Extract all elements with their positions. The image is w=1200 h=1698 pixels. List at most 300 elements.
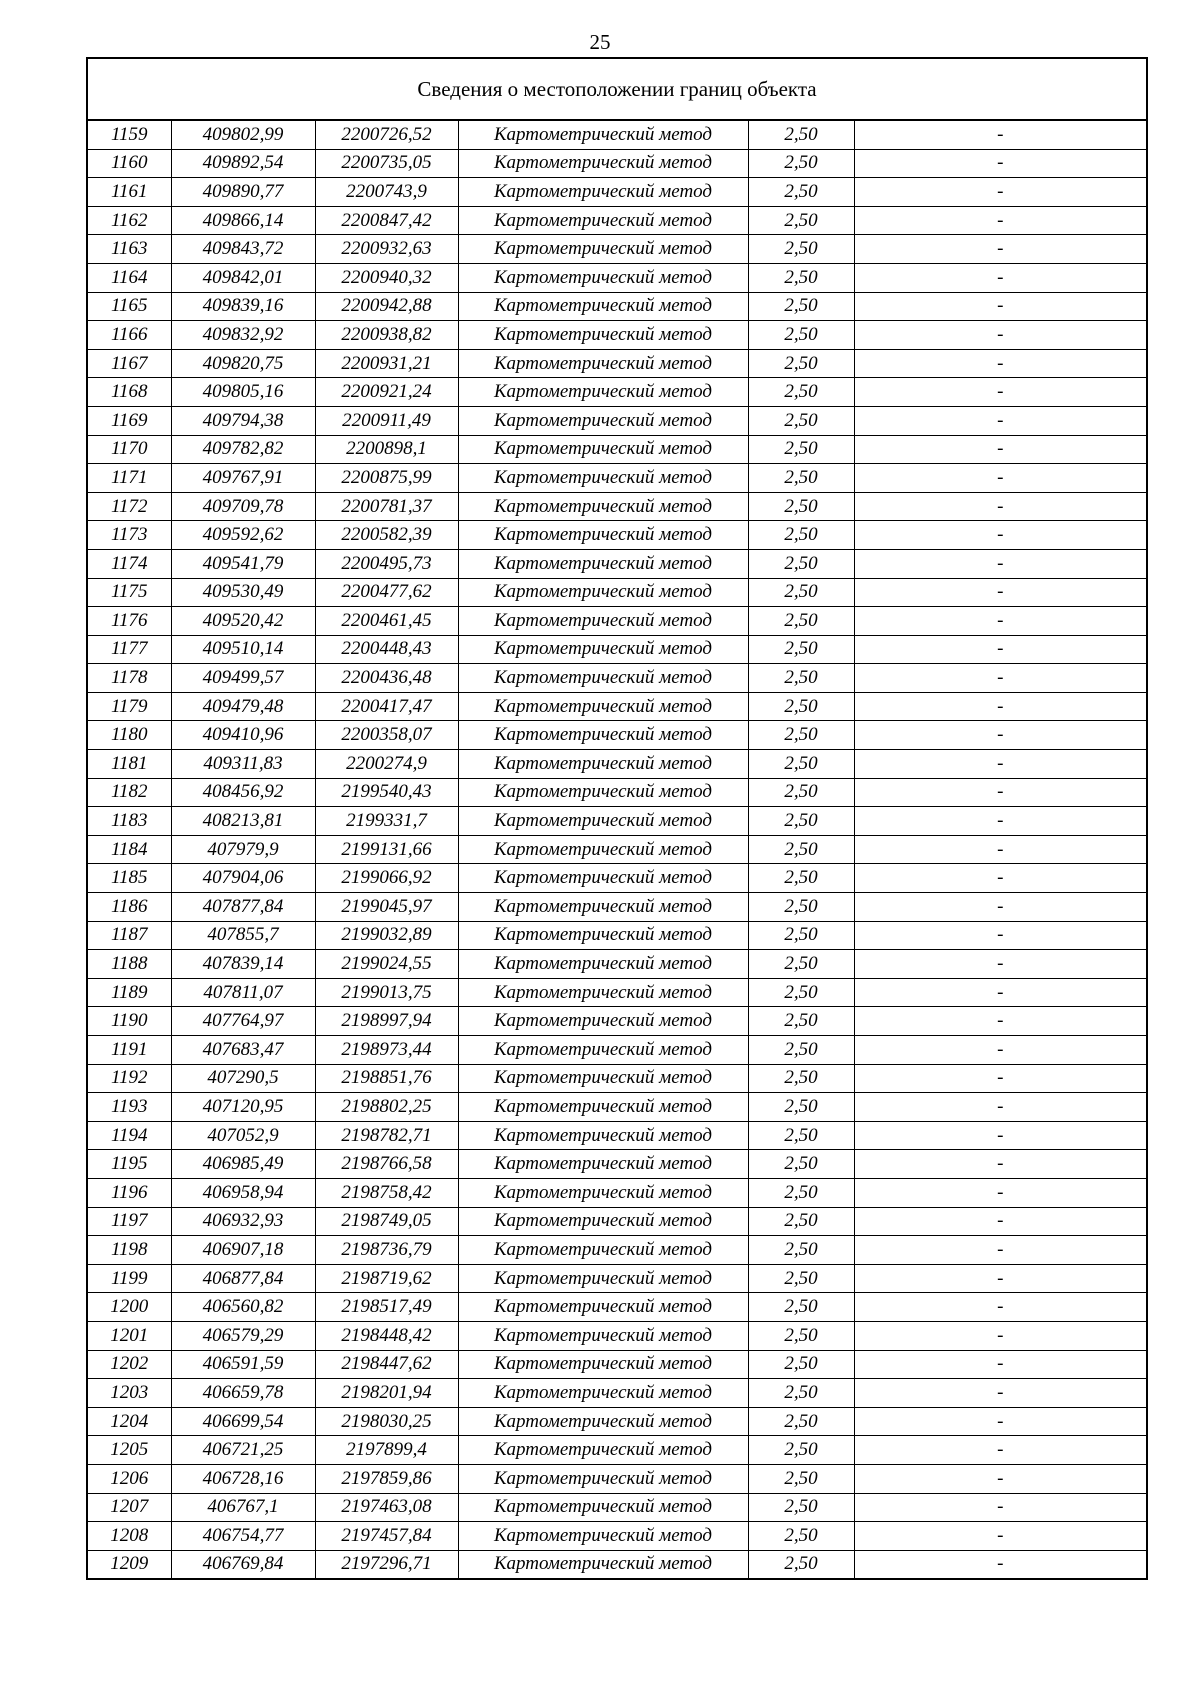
x-coordinate-cell: 407904,06: [171, 864, 315, 893]
x-coordinate-cell: 406932,93: [171, 1207, 315, 1236]
point-number-cell: 1180: [87, 721, 171, 750]
x-coordinate-cell: 407052,9: [171, 1121, 315, 1150]
y-coordinate-cell: 2200781,37: [315, 492, 458, 521]
method-cell: Картометрический метод: [458, 1121, 748, 1150]
description-cell: -: [854, 692, 1147, 721]
x-coordinate-cell: 406958,94: [171, 1178, 315, 1207]
x-coordinate-cell: 409842,01: [171, 263, 315, 292]
method-cell: Картометрический метод: [458, 321, 748, 350]
table-row: [87, 578, 1147, 607]
y-coordinate-cell: 2199331,7: [315, 807, 458, 836]
y-coordinate-cell: 2200495,73: [315, 549, 458, 578]
method-cell: Картометрический метод: [458, 750, 748, 779]
description-cell: -: [854, 1264, 1147, 1293]
description-cell: -: [854, 1350, 1147, 1379]
table-row: [87, 721, 1147, 750]
method-cell: Картометрический метод: [458, 721, 748, 750]
table-title-row: [87, 58, 1147, 120]
method-cell: Картометрический метод: [458, 549, 748, 578]
point-number-cell: 1207: [87, 1493, 171, 1522]
y-coordinate-cell: 2200898,1: [315, 435, 458, 464]
x-coordinate-cell: 406907,18: [171, 1236, 315, 1265]
point-number-cell: 1164: [87, 263, 171, 292]
point-number-cell: 1194: [87, 1121, 171, 1150]
description-cell: -: [854, 1178, 1147, 1207]
y-coordinate-cell: 2200938,82: [315, 321, 458, 350]
y-coordinate-cell: 2198201,94: [315, 1379, 458, 1408]
method-cell: Картометрический метод: [458, 378, 748, 407]
description-cell: -: [854, 1522, 1147, 1551]
description-cell: -: [854, 406, 1147, 435]
method-cell: Картометрический метод: [458, 120, 748, 149]
y-coordinate-cell: 2200582,39: [315, 521, 458, 550]
description-cell: -: [854, 263, 1147, 292]
accuracy-cell: 2,50: [748, 692, 854, 721]
accuracy-cell: 2,50: [748, 549, 854, 578]
accuracy-cell: 2,50: [748, 263, 854, 292]
accuracy-cell: 2,50: [748, 721, 854, 750]
x-coordinate-cell: 409782,82: [171, 435, 315, 464]
table-row: [87, 664, 1147, 693]
x-coordinate-cell: 407855,7: [171, 921, 315, 950]
table-row: [87, 1321, 1147, 1350]
boundary-coordinates-table: [86, 57, 1148, 1580]
x-coordinate-cell: 409802,99: [171, 120, 315, 149]
method-cell: Картометрический метод: [458, 1522, 748, 1551]
y-coordinate-cell: 2198447,62: [315, 1350, 458, 1379]
table-row: [87, 950, 1147, 979]
boundary-table-container: [86, 57, 1146, 1580]
accuracy-cell: 2,50: [748, 1264, 854, 1293]
x-coordinate-cell: 407839,14: [171, 950, 315, 979]
method-cell: Картометрический метод: [458, 1093, 748, 1122]
accuracy-cell: 2,50: [748, 206, 854, 235]
method-cell: Картометрический метод: [458, 978, 748, 1007]
method-cell: Картометрический метод: [458, 492, 748, 521]
table-row: [87, 1493, 1147, 1522]
x-coordinate-cell: 406754,77: [171, 1522, 315, 1551]
accuracy-cell: 2,50: [748, 607, 854, 636]
point-number-cell: 1170: [87, 435, 171, 464]
point-number-cell: 1188: [87, 950, 171, 979]
x-coordinate-cell: 409767,91: [171, 464, 315, 493]
method-cell: Картометрический метод: [458, 1036, 748, 1065]
accuracy-cell: 2,50: [748, 921, 854, 950]
table-row: [87, 1178, 1147, 1207]
description-cell: -: [854, 435, 1147, 464]
point-number-cell: 1174: [87, 549, 171, 578]
y-coordinate-cell: 2200358,07: [315, 721, 458, 750]
method-cell: Картометрический метод: [458, 1550, 748, 1579]
accuracy-cell: 2,50: [748, 149, 854, 178]
x-coordinate-cell: 407120,95: [171, 1093, 315, 1122]
accuracy-cell: 2,50: [748, 1093, 854, 1122]
table-row: [87, 807, 1147, 836]
description-cell: -: [854, 778, 1147, 807]
x-coordinate-cell: 407683,47: [171, 1036, 315, 1065]
description-cell: -: [854, 120, 1147, 149]
method-cell: Картометрический метод: [458, 149, 748, 178]
accuracy-cell: 2,50: [748, 1350, 854, 1379]
point-number-cell: 1201: [87, 1321, 171, 1350]
point-number-cell: 1208: [87, 1522, 171, 1551]
x-coordinate-cell: 409541,79: [171, 549, 315, 578]
method-cell: Картометрический метод: [458, 950, 748, 979]
point-number-cell: 1171: [87, 464, 171, 493]
accuracy-cell: 2,50: [748, 1121, 854, 1150]
accuracy-cell: 2,50: [748, 406, 854, 435]
accuracy-cell: 2,50: [748, 378, 854, 407]
accuracy-cell: 2,50: [748, 1407, 854, 1436]
accuracy-cell: 2,50: [748, 1436, 854, 1465]
description-cell: -: [854, 206, 1147, 235]
accuracy-cell: 2,50: [748, 292, 854, 321]
y-coordinate-cell: 2200911,49: [315, 406, 458, 435]
point-number-cell: 1193: [87, 1093, 171, 1122]
y-coordinate-cell: 2200436,48: [315, 664, 458, 693]
table-row: [87, 1064, 1147, 1093]
accuracy-cell: 2,50: [748, 1207, 854, 1236]
method-cell: Картометрический метод: [458, 921, 748, 950]
description-cell: -: [854, 492, 1147, 521]
y-coordinate-cell: 2199066,92: [315, 864, 458, 893]
x-coordinate-cell: 409311,83: [171, 750, 315, 779]
x-coordinate-cell: 406769,84: [171, 1550, 315, 1579]
x-coordinate-cell: 406579,29: [171, 1321, 315, 1350]
table-row: [87, 1207, 1147, 1236]
table-row: [87, 521, 1147, 550]
x-coordinate-cell: 406659,78: [171, 1379, 315, 1408]
table-row: [87, 435, 1147, 464]
table-row: [87, 1121, 1147, 1150]
table-row: [87, 292, 1147, 321]
point-number-cell: 1162: [87, 206, 171, 235]
point-number-cell: 1181: [87, 750, 171, 779]
table-row: [87, 1407, 1147, 1436]
method-cell: Картометрический метод: [458, 178, 748, 207]
table-row: [87, 1550, 1147, 1579]
table-row: [87, 120, 1147, 149]
point-number-cell: 1199: [87, 1264, 171, 1293]
description-cell: -: [854, 349, 1147, 378]
method-cell: Картометрический метод: [458, 1493, 748, 1522]
table-title: Сведения о местоположении границ объекта: [87, 58, 1147, 120]
y-coordinate-cell: 2200417,47: [315, 692, 458, 721]
description-cell: -: [854, 721, 1147, 750]
method-cell: Картометрический метод: [458, 893, 748, 922]
point-number-cell: 1163: [87, 235, 171, 264]
accuracy-cell: 2,50: [748, 1293, 854, 1322]
description-cell: -: [854, 1064, 1147, 1093]
point-number-cell: 1160: [87, 149, 171, 178]
accuracy-cell: 2,50: [748, 1178, 854, 1207]
y-coordinate-cell: 2198766,58: [315, 1150, 458, 1179]
point-number-cell: 1178: [87, 664, 171, 693]
x-coordinate-cell: 409892,54: [171, 149, 315, 178]
accuracy-cell: 2,50: [748, 1321, 854, 1350]
y-coordinate-cell: 2198758,42: [315, 1178, 458, 1207]
x-coordinate-cell: 409866,14: [171, 206, 315, 235]
accuracy-cell: 2,50: [748, 635, 854, 664]
x-coordinate-cell: 408456,92: [171, 778, 315, 807]
table-row: [87, 263, 1147, 292]
method-cell: Картометрический метод: [458, 1064, 748, 1093]
y-coordinate-cell: 2200940,32: [315, 263, 458, 292]
y-coordinate-cell: 2200942,88: [315, 292, 458, 321]
x-coordinate-cell: 409530,49: [171, 578, 315, 607]
y-coordinate-cell: 2200847,42: [315, 206, 458, 235]
table-row: [87, 692, 1147, 721]
description-cell: -: [854, 1321, 1147, 1350]
description-cell: -: [854, 149, 1147, 178]
accuracy-cell: 2,50: [748, 1007, 854, 1036]
accuracy-cell: 2,50: [748, 1464, 854, 1493]
method-cell: Картометрический метод: [458, 778, 748, 807]
x-coordinate-cell: 409510,14: [171, 635, 315, 664]
y-coordinate-cell: 2200735,05: [315, 149, 458, 178]
accuracy-cell: 2,50: [748, 1036, 854, 1065]
table-row: [87, 406, 1147, 435]
accuracy-cell: 2,50: [748, 1379, 854, 1408]
y-coordinate-cell: 2200932,63: [315, 235, 458, 264]
method-cell: Картометрический метод: [458, 664, 748, 693]
description-cell: -: [854, 635, 1147, 664]
point-number-cell: 1165: [87, 292, 171, 321]
x-coordinate-cell: 406591,59: [171, 1350, 315, 1379]
description-cell: -: [854, 893, 1147, 922]
description-cell: -: [854, 950, 1147, 979]
description-cell: -: [854, 1121, 1147, 1150]
description-cell: -: [854, 1036, 1147, 1065]
point-number-cell: 1177: [87, 635, 171, 664]
accuracy-cell: 2,50: [748, 321, 854, 350]
point-number-cell: 1172: [87, 492, 171, 521]
accuracy-cell: 2,50: [748, 1236, 854, 1265]
method-cell: Картометрический метод: [458, 206, 748, 235]
table-row: [87, 378, 1147, 407]
y-coordinate-cell: 2200931,21: [315, 349, 458, 378]
x-coordinate-cell: 406560,82: [171, 1293, 315, 1322]
method-cell: Картометрический метод: [458, 263, 748, 292]
point-number-cell: 1161: [87, 178, 171, 207]
table-row: [87, 835, 1147, 864]
description-cell: -: [854, 292, 1147, 321]
description-cell: -: [854, 578, 1147, 607]
description-cell: -: [854, 521, 1147, 550]
y-coordinate-cell: 2199131,66: [315, 835, 458, 864]
x-coordinate-cell: 409410,96: [171, 721, 315, 750]
y-coordinate-cell: 2197859,86: [315, 1464, 458, 1493]
description-cell: -: [854, 750, 1147, 779]
point-number-cell: 1205: [87, 1436, 171, 1465]
table-row: [87, 607, 1147, 636]
table-body: [87, 120, 1147, 1579]
method-cell: Картометрический метод: [458, 1407, 748, 1436]
method-cell: Картометрический метод: [458, 464, 748, 493]
x-coordinate-cell: 409820,75: [171, 349, 315, 378]
description-cell: -: [854, 1236, 1147, 1265]
method-cell: Картометрический метод: [458, 1350, 748, 1379]
table-row: [87, 778, 1147, 807]
point-number-cell: 1203: [87, 1379, 171, 1408]
description-cell: -: [854, 1493, 1147, 1522]
method-cell: Картометрический метод: [458, 1178, 748, 1207]
description-cell: -: [854, 1379, 1147, 1408]
table-row: [87, 978, 1147, 1007]
point-number-cell: 1189: [87, 978, 171, 1007]
x-coordinate-cell: 407290,5: [171, 1064, 315, 1093]
description-cell: -: [854, 1407, 1147, 1436]
table-row: [87, 1093, 1147, 1122]
x-coordinate-cell: 409890,77: [171, 178, 315, 207]
description-cell: -: [854, 1093, 1147, 1122]
accuracy-cell: 2,50: [748, 1550, 854, 1579]
y-coordinate-cell: 2197457,84: [315, 1522, 458, 1551]
x-coordinate-cell: 406721,25: [171, 1436, 315, 1465]
x-coordinate-cell: 406877,84: [171, 1264, 315, 1293]
x-coordinate-cell: 406767,1: [171, 1493, 315, 1522]
description-cell: -: [854, 1550, 1147, 1579]
table-row: [87, 1436, 1147, 1465]
point-number-cell: 1209: [87, 1550, 171, 1579]
description-cell: -: [854, 378, 1147, 407]
description-cell: -: [854, 235, 1147, 264]
point-number-cell: 1175: [87, 578, 171, 607]
method-cell: Картометрический метод: [458, 692, 748, 721]
table-row: [87, 1522, 1147, 1551]
x-coordinate-cell: 406728,16: [171, 1464, 315, 1493]
description-cell: -: [854, 807, 1147, 836]
point-number-cell: 1159: [87, 120, 171, 149]
table-row: [87, 1236, 1147, 1265]
table-row: [87, 349, 1147, 378]
description-cell: -: [854, 464, 1147, 493]
table-row: [87, 178, 1147, 207]
method-cell: Картометрический метод: [458, 607, 748, 636]
point-number-cell: 1185: [87, 864, 171, 893]
y-coordinate-cell: 2200448,43: [315, 635, 458, 664]
y-coordinate-cell: 2198973,44: [315, 1036, 458, 1065]
point-number-cell: 1184: [87, 835, 171, 864]
point-number-cell: 1204: [87, 1407, 171, 1436]
point-number-cell: 1198: [87, 1236, 171, 1265]
accuracy-cell: 2,50: [748, 1493, 854, 1522]
y-coordinate-cell: 2199032,89: [315, 921, 458, 950]
x-coordinate-cell: 407979,9: [171, 835, 315, 864]
y-coordinate-cell: 2199045,97: [315, 893, 458, 922]
description-cell: -: [854, 178, 1147, 207]
y-coordinate-cell: 2198719,62: [315, 1264, 458, 1293]
method-cell: Картометрический метод: [458, 1207, 748, 1236]
description-cell: -: [854, 321, 1147, 350]
y-coordinate-cell: 2200743,9: [315, 178, 458, 207]
description-cell: -: [854, 921, 1147, 950]
method-cell: Картометрический метод: [458, 835, 748, 864]
accuracy-cell: 2,50: [748, 664, 854, 693]
accuracy-cell: 2,50: [748, 778, 854, 807]
method-cell: Картометрический метод: [458, 1464, 748, 1493]
accuracy-cell: 2,50: [748, 1522, 854, 1551]
x-coordinate-cell: 407764,97: [171, 1007, 315, 1036]
y-coordinate-cell: 2198030,25: [315, 1407, 458, 1436]
method-cell: Картометрический метод: [458, 864, 748, 893]
x-coordinate-cell: 409832,92: [171, 321, 315, 350]
method-cell: Картометрический метод: [458, 1150, 748, 1179]
method-cell: Картометрический метод: [458, 521, 748, 550]
y-coordinate-cell: 2198802,25: [315, 1093, 458, 1122]
method-cell: Картометрический метод: [458, 349, 748, 378]
point-number-cell: 1191: [87, 1036, 171, 1065]
point-number-cell: 1182: [87, 778, 171, 807]
y-coordinate-cell: 2200477,62: [315, 578, 458, 607]
table-row: [87, 1264, 1147, 1293]
point-number-cell: 1166: [87, 321, 171, 350]
table-row: [87, 1293, 1147, 1322]
table-row: [87, 1007, 1147, 1036]
y-coordinate-cell: 2198851,76: [315, 1064, 458, 1093]
x-coordinate-cell: 406985,49: [171, 1150, 315, 1179]
accuracy-cell: 2,50: [748, 178, 854, 207]
point-number-cell: 1190: [87, 1007, 171, 1036]
y-coordinate-cell: 2198448,42: [315, 1321, 458, 1350]
table-row: [87, 1464, 1147, 1493]
y-coordinate-cell: 2200274,9: [315, 750, 458, 779]
point-number-cell: 1187: [87, 921, 171, 950]
description-cell: -: [854, 1464, 1147, 1493]
point-number-cell: 1183: [87, 807, 171, 836]
x-coordinate-cell: 409520,42: [171, 607, 315, 636]
point-number-cell: 1195: [87, 1150, 171, 1179]
table-row: [87, 635, 1147, 664]
method-cell: Картометрический метод: [458, 406, 748, 435]
table-row: [87, 549, 1147, 578]
accuracy-cell: 2,50: [748, 235, 854, 264]
point-number-cell: 1206: [87, 1464, 171, 1493]
x-coordinate-cell: 409479,48: [171, 692, 315, 721]
x-coordinate-cell: 408213,81: [171, 807, 315, 836]
point-number-cell: 1179: [87, 692, 171, 721]
method-cell: Картометрический метод: [458, 635, 748, 664]
table-row: [87, 321, 1147, 350]
method-cell: Картометрический метод: [458, 235, 748, 264]
description-cell: -: [854, 607, 1147, 636]
method-cell: Картометрический метод: [458, 1436, 748, 1465]
table-row: [87, 1350, 1147, 1379]
y-coordinate-cell: 2198517,49: [315, 1293, 458, 1322]
method-cell: Картометрический метод: [458, 1321, 748, 1350]
point-number-cell: 1167: [87, 349, 171, 378]
point-number-cell: 1176: [87, 607, 171, 636]
point-number-cell: 1169: [87, 406, 171, 435]
accuracy-cell: 2,50: [748, 435, 854, 464]
description-cell: -: [854, 835, 1147, 864]
description-cell: -: [854, 1007, 1147, 1036]
table-row: [87, 492, 1147, 521]
y-coordinate-cell: 2200726,52: [315, 120, 458, 149]
x-coordinate-cell: 409709,78: [171, 492, 315, 521]
point-number-cell: 1192: [87, 1064, 171, 1093]
y-coordinate-cell: 2198736,79: [315, 1236, 458, 1265]
description-cell: -: [854, 549, 1147, 578]
method-cell: Картометрический метод: [458, 578, 748, 607]
x-coordinate-cell: 409843,72: [171, 235, 315, 264]
accuracy-cell: 2,50: [748, 349, 854, 378]
point-number-cell: 1168: [87, 378, 171, 407]
point-number-cell: 1196: [87, 1178, 171, 1207]
table-row: [87, 1379, 1147, 1408]
x-coordinate-cell: 409805,16: [171, 378, 315, 407]
description-cell: -: [854, 864, 1147, 893]
